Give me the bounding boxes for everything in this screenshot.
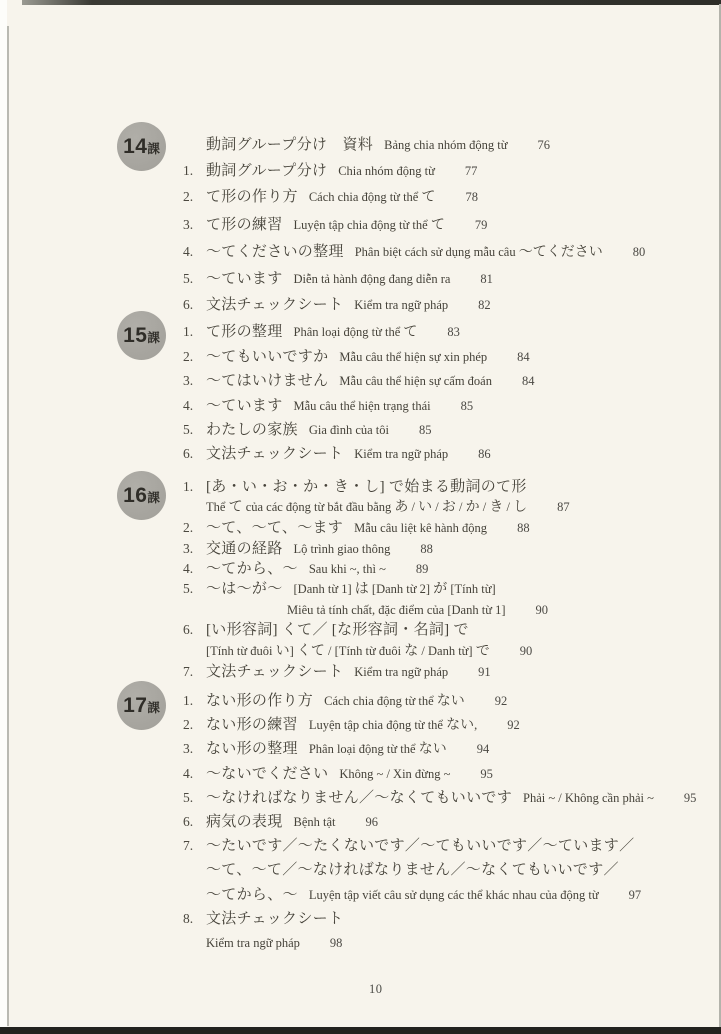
inline-japanese: くて: [296, 643, 325, 659]
entry-number: 5.: [183, 789, 194, 805]
lesson-15-entries: [183, 320, 721, 466]
entry-page-number: 85: [419, 422, 432, 437]
entry-title-japanese: ～て、～て／～なければなりません／～なくてもいいです／: [206, 862, 619, 879]
entry-title-japanese: ～てもいいですか: [206, 349, 329, 366]
entry-title-japanese: 文法チェックシート: [206, 446, 344, 463]
toc-line: [183, 559, 721, 579]
toc-line: [183, 662, 721, 682]
entry-title-vietnamese: Kiểm tra ngữ pháp: [354, 664, 449, 679]
entry-title-japanese: [い形容詞] くて／ [な形容詞・名詞] で: [206, 622, 469, 639]
toc-line: [183, 320, 721, 345]
entry-page-number: 79: [474, 217, 488, 232]
inline-japanese: し: [513, 500, 528, 516]
entry-page-number: 98: [329, 936, 343, 951]
entry-title-japanese: ～なければなりません／～なくてもいいです: [206, 789, 513, 806]
lesson-15-badge: [117, 311, 166, 360]
lesson-14-badge: [117, 122, 166, 171]
entry-page-number: 95: [683, 790, 697, 805]
entry-page-number: 77: [464, 164, 478, 179]
entry-title-vietnamese: Thể て của các động từ bắt đầu bằng あ / い / お / か / き / し: [206, 500, 528, 516]
toc-line: [183, 786, 721, 810]
entry-number: 3.: [183, 741, 194, 757]
entry-title-japanese: て形の作り方: [206, 189, 298, 206]
entry-page-number: 85: [460, 398, 474, 413]
entry-title-japanese: 文法チェックシート: [206, 297, 344, 314]
toc-line: [183, 931, 721, 955]
entry-title-japanese: わたしの家族: [206, 421, 298, 438]
entry-number: 7.: [183, 663, 194, 679]
inline-japanese: ない: [418, 742, 447, 758]
entry-title-japanese: ～ています: [206, 271, 283, 288]
entry-title-vietnamese: Mẫu câu liệt kê hành động: [354, 521, 488, 536]
entry-number: 6.: [183, 622, 194, 638]
lesson-badge-number: 14: [123, 135, 148, 158]
toc-line: [183, 497, 721, 518]
toc-line: [183, 539, 721, 559]
inline-japanese: き: [489, 500, 504, 516]
entry-number: 6.: [183, 297, 194, 313]
lesson-17-entries: [183, 689, 721, 955]
toc-line: [183, 641, 721, 662]
entry-number: 7.: [183, 838, 194, 854]
page-number: 10: [369, 982, 383, 996]
entry-number: 4.: [183, 765, 194, 781]
entry-title-japanese: ～てから、～: [206, 560, 298, 577]
toc-line: [183, 883, 721, 907]
lesson-badge-number: 15: [123, 324, 148, 347]
entry-title-vietnamese: Kiểm tra ngữ pháp: [354, 447, 449, 462]
entry-title-japanese: 文法チェックシート: [206, 663, 344, 680]
toc-line: [183, 810, 721, 834]
lesson-badge-suffix: 課: [147, 331, 160, 345]
entry-title-vietnamese: Phân loại động từ thể ない: [308, 742, 447, 758]
entry-title-vietnamese: Phân biệt cách sử dụng mẫu câu ～てください: [354, 244, 603, 260]
entry-number: 3.: [183, 540, 194, 556]
entry-title-japanese: ～て、～て、～ます: [206, 520, 344, 537]
toc-line: [183, 620, 721, 640]
toc-line: [183, 212, 721, 239]
toc-line: [183, 689, 721, 713]
lesson-14-entries: [183, 132, 721, 318]
entry-title-vietnamese: Phải ~ / Không cần phải ~: [523, 790, 654, 805]
toc-line: [183, 579, 721, 600]
entry-page-number: 90: [535, 603, 549, 618]
toc-line: [183, 762, 721, 786]
toc-line: [183, 345, 721, 369]
scan-edge-top: [22, 0, 721, 5]
inline-japanese: が: [433, 582, 448, 598]
entry-title-vietnamese: Kiểm tra ngữ pháp: [206, 936, 300, 951]
entry-number: 1.: [183, 479, 194, 494]
entry-title-japanese: ～てくださいの整理: [206, 243, 344, 260]
entry-number: 1.: [183, 693, 194, 708]
entry-title-vietnamese: Sau khi ~, thì ~: [308, 561, 386, 576]
entry-page-number: 90: [519, 643, 533, 658]
toc-line: [183, 834, 721, 858]
entry-title-vietnamese: Luyện tập chia động từ thể て: [293, 217, 445, 233]
entry-title-vietnamese: Bảng chia nhóm động từ: [384, 138, 508, 152]
inline-japanese: ～てください: [518, 244, 603, 260]
entry-number: 5.: [183, 421, 194, 437]
entry-number: 3.: [183, 216, 194, 232]
entry-title-vietnamese: Diễn tả hành động đang diễn ra: [293, 272, 451, 287]
toc-line: [183, 266, 721, 292]
entry-number: 6.: [183, 446, 194, 462]
inline-japanese: ない: [446, 718, 475, 734]
entry-title-japanese: 動詞グループ分け: [206, 163, 328, 180]
entry-title-japanese: 交通の経路: [206, 540, 283, 557]
toc-line: [183, 737, 721, 761]
entry-title-vietnamese: Chia nhóm động từ: [338, 164, 435, 179]
toc-line: [183, 477, 721, 497]
toc-line: [183, 518, 721, 538]
entry-title-japanese: ～たいです／～たくないです／～てもいいです／～ています／: [206, 838, 635, 855]
scan-edge-left-gutter: [0, 0, 7, 1034]
entry-page-number: 95: [480, 766, 493, 781]
entry-title-vietnamese: [Tính từ đuôi い] くて / [Tính từ đuôi な / Danh từ] で: [206, 643, 490, 659]
entry-page-number: 92: [494, 694, 508, 708]
toc-line: [183, 239, 721, 266]
entry-page-number: 97: [628, 887, 642, 902]
entry-title-japanese: 動詞グループ分け 資料: [206, 137, 374, 153]
toc-line: [183, 442, 721, 466]
toc-line: [183, 158, 721, 184]
lesson-16-entries: [183, 477, 721, 682]
inline-japanese: あ: [394, 500, 409, 516]
entry-page-number: 96: [365, 815, 379, 830]
lesson-badge-number: 16: [123, 484, 148, 507]
entry-number: 8.: [183, 910, 194, 926]
inline-japanese: て: [430, 217, 445, 233]
entry-title-vietnamese: Mẫu câu thể hiện sự cấm đoán: [339, 374, 492, 389]
lesson-badge-number: 17: [123, 694, 148, 717]
inline-japanese: て: [228, 500, 243, 516]
entry-number: 4.: [183, 243, 194, 259]
lesson-badge-suffix: 課: [147, 491, 160, 505]
entry-title-vietnamese: Phân loại động từ thể て: [293, 325, 418, 340]
entry-title-vietnamese: Không ~ / Xin đừng ~: [339, 766, 451, 781]
entry-number: 2.: [183, 520, 194, 536]
inline-japanese: ない: [436, 694, 465, 709]
entry-title-japanese: ～ています: [206, 397, 283, 414]
inline-japanese: は: [354, 582, 369, 598]
toc-line: [183, 418, 721, 442]
entry-title-japanese: ない形の整理: [206, 741, 298, 758]
entry-title-vietnamese: Gia đình của tôi: [308, 422, 390, 437]
entry-title-vietnamese: Miêu tả tính chất, đặc điểm của [Danh từ 1]: [287, 603, 506, 618]
entry-number: 1.: [183, 163, 194, 179]
entry-title-vietnamese: Luyện tập chia động từ thể ない,: [308, 718, 478, 734]
entry-page-number: 88: [517, 521, 530, 536]
entry-title-vietnamese: Luyện tập viết câu sử dụng các thể khác nhau của động từ: [308, 887, 599, 902]
entry-number: 5.: [183, 581, 194, 597]
inline-japanese: て: [403, 325, 418, 340]
lesson-17-badge: [117, 681, 166, 730]
entry-title-japanese: ～てから、～: [206, 886, 298, 903]
entry-page-number: 78: [465, 190, 478, 205]
toc-line: [183, 184, 721, 211]
lesson-badge-suffix: 課: [147, 701, 160, 715]
entry-title-vietnamese: Mẫu câu thể hiện sự xin phép: [339, 350, 488, 365]
entry-title-japanese: ～ないでください: [206, 765, 329, 782]
entry-title-vietnamese: Mẫu câu thể hiện trạng thái: [293, 398, 431, 413]
entry-number: 4.: [183, 397, 194, 413]
inline-japanese: な: [404, 643, 419, 659]
entry-title-vietnamese: Cách chia động từ thể て: [308, 190, 436, 206]
entry-title-japanese: 文法チェックシート: [206, 910, 344, 927]
entry-title-japanese: [あ・い・お・か・き・し] で始まる動詞のて形: [206, 479, 527, 495]
entry-page-number: 80: [632, 244, 646, 259]
entry-title-japanese: ～てはいけません: [206, 373, 329, 390]
entry-title-vietnamese: Cách chia động từ thể ない: [324, 694, 465, 709]
inline-japanese: い: [418, 500, 433, 516]
entry-page-number: 83: [447, 325, 460, 339]
inline-japanese: か: [465, 500, 480, 516]
inline-japanese: で: [475, 643, 490, 659]
entry-title-japanese: て形の整理: [206, 324, 283, 340]
entry-page-number: 88: [420, 541, 433, 556]
lesson-16-badge: [117, 471, 166, 520]
toc-line: [183, 394, 721, 418]
entry-number: 6.: [183, 814, 194, 830]
entry-title-vietnamese: Lộ trình giao thông: [293, 541, 391, 556]
entry-page-number: 87: [557, 500, 570, 515]
entry-title-vietnamese: [Danh từ 1] は [Danh từ 2] が [Tính từ]: [293, 582, 496, 598]
lesson-badge-suffix: 課: [147, 142, 160, 156]
inline-japanese: お: [441, 500, 456, 516]
toc-line: [183, 600, 721, 620]
entry-title-japanese: て形の練習: [206, 216, 283, 233]
entry-number: 4.: [183, 560, 194, 576]
entry-title-japanese: 病気の表現: [206, 814, 283, 831]
entry-number: 2.: [183, 349, 194, 365]
entry-number: 5.: [183, 271, 194, 287]
entry-number: 2.: [183, 189, 194, 205]
inline-japanese: い: [275, 643, 290, 659]
toc-line: [183, 858, 721, 882]
entry-title-japanese: ない形の作り方: [206, 693, 314, 709]
entry-page-number: 86: [478, 447, 491, 462]
entry-title-vietnamese: Bệnh tật: [293, 815, 336, 830]
entry-title-japanese: ～は～が～: [206, 581, 283, 598]
toc-line: [183, 369, 721, 393]
entry-page-number: 82: [478, 298, 491, 313]
scan-edge-bottom: [0, 1027, 721, 1034]
entry-number: 2.: [183, 717, 194, 733]
toc-line: [183, 292, 721, 318]
entry-page-number: 84: [521, 374, 535, 389]
entry-page-number: 92: [507, 718, 520, 733]
entry-page-number: 81: [480, 272, 493, 287]
entry-title-japanese: ない形の練習: [206, 717, 298, 734]
scan-edge-left-line: [7, 26, 9, 1026]
entry-page-number: 94: [476, 742, 490, 757]
inline-japanese: て: [421, 190, 436, 206]
toc-line: [183, 907, 721, 931]
toc-line: [183, 132, 721, 158]
entry-page-number: 84: [517, 350, 530, 365]
entry-title-vietnamese: Kiểm tra ngữ pháp: [354, 298, 449, 313]
entry-number: 3.: [183, 373, 194, 389]
entry-page-number: 91: [478, 664, 491, 679]
entry-page-number: 76: [537, 138, 551, 152]
toc-line: [183, 713, 721, 737]
entry-number: 1.: [183, 324, 194, 339]
entry-page-number: 89: [415, 561, 429, 576]
